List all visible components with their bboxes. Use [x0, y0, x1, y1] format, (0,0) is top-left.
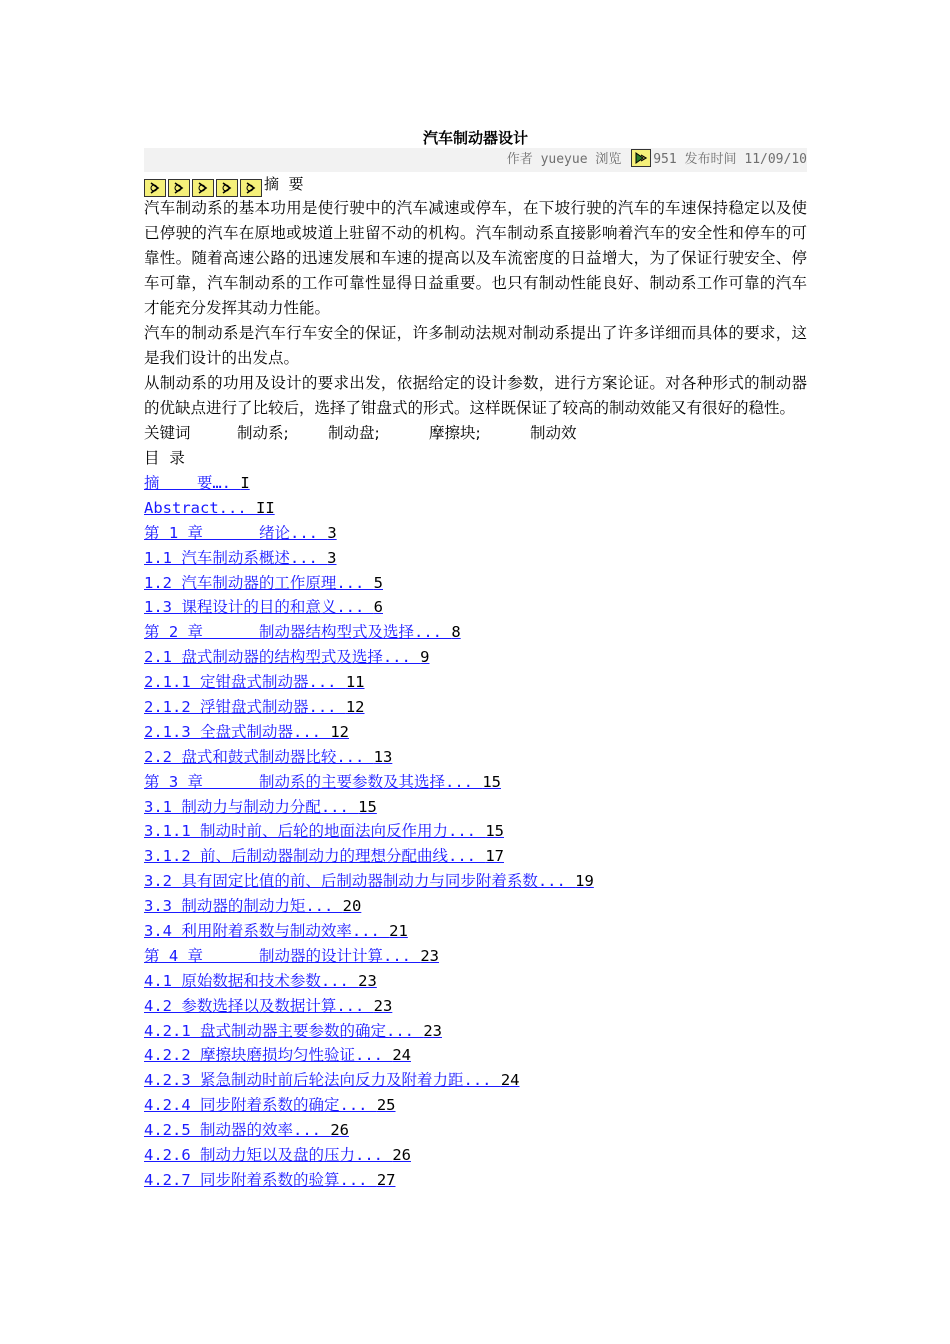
author-label: 作者: [506, 152, 533, 167]
page-title: 汽车制动器设计: [422, 129, 528, 147]
toc-link[interactable]: 4.2.3 紧急制动时前后轮法向反力及附着力距... 24: [144, 1071, 520, 1090]
toc-link[interactable]: 第 4 章 制动器的设计计算... 23: [144, 946, 439, 965]
toc-link[interactable]: 1.1 汽车制动系概述... 3: [144, 548, 337, 567]
abstract-paragraph: 汽车的制动系是汽车行车安全的保证，许多制动法规对制动系提出了许多详细而具体的要求，这是我们设计的出发点。: [144, 324, 807, 367]
toc-link[interactable]: 第 1 章 绪论... 3: [144, 523, 337, 542]
views-count: 951: [653, 152, 677, 167]
toc-link[interactable]: 4.2 参数选择以及数据计算... 23: [144, 996, 393, 1015]
toc-link[interactable]: 4.2.5 制动器的效率... 26: [144, 1121, 349, 1140]
toc-link[interactable]: 2.1.1 定钳盘式制动器... 11: [144, 673, 365, 692]
author-name: yueyue: [540, 152, 588, 167]
toc-link[interactable]: 4.2.6 制动力矩以及盘的压力... 26: [144, 1146, 411, 1165]
toc-link[interactable]: 3.1.1 制动时前、后轮的地面法向反作用力... 15: [144, 822, 504, 841]
keywords-label: 关键词: [144, 424, 191, 442]
toc-link[interactable]: 3.1 制动力与制动力分配... 15: [144, 797, 377, 816]
keyword: 制动系;: [237, 424, 289, 442]
toc-link[interactable]: 3.2 具有固定比值的前、后制动器制动力与同步附着系数... 19: [144, 872, 594, 891]
views-label: 浏览: [595, 152, 622, 167]
views-icon: [631, 149, 651, 167]
rating-star-icon: [192, 179, 214, 197]
toc-link[interactable]: 2.1.3 全盘式制动器... 12: [144, 722, 349, 741]
publish-date: 11/09/10: [744, 152, 807, 167]
toc-link[interactable]: 4.2.7 同步附着系数的验算... 27: [144, 1170, 396, 1189]
abstract-heading: 摘 要: [264, 175, 304, 193]
rating-star-icon: [168, 179, 190, 197]
rating-star-icon: [216, 179, 238, 197]
toc-link[interactable]: 2.2 盘式和鼓式制动器比较... 13: [144, 747, 393, 766]
meta-bar: [144, 148, 807, 172]
toc-link[interactable]: 1.3 课程设计的目的和意义... 6: [144, 598, 383, 617]
toc-link[interactable]: 3.1.2 前、后制动器制动力的理想分配曲线... 17: [144, 847, 504, 866]
date-label: 发布时间: [684, 152, 737, 167]
toc-link[interactable]: 2.1 盘式制动器的结构型式及选择... 9: [144, 648, 430, 667]
toc-link[interactable]: 4.1 原始数据和技术参数... 23: [144, 971, 377, 990]
toc-link[interactable]: 第 2 章 制动器结构型式及选择... 8: [144, 623, 461, 642]
toc-heading: 目 录: [144, 449, 185, 467]
toc-link[interactable]: 3.3 制动器的制动力矩... 20: [144, 897, 362, 916]
keyword: 制动效: [530, 424, 577, 442]
toc-link[interactable]: 4.2.1 盘式制动器主要参数的确定... 23: [144, 1021, 442, 1040]
abstract-heading-row: [144, 172, 807, 196]
rating-star-icon: [240, 179, 262, 197]
toc-link[interactable]: 4.2.2 摩擦块磨损均匀性验证... 24: [144, 1046, 411, 1065]
table-of-contents: [144, 471, 807, 1193]
abstract-paragraph: 汽车制动系的基本功用是使行驶中的汽车减速或停车，在下坡行驶的汽车的车速保持稳定以及使已停驶的汽车在原地或坡道上驻留不动的机构。汽车制动系直接影响着汽车的安全性和停车的可靠性。随着高速公路的迅速发展和车速的提高以及车流密度的日益增大，为了保证行驶安全、停车可靠，汽车制动系的工作可靠性显得日益重要。也只有制动性能良好、制动系工作可靠的汽车才能充分发挥其动力性能。: [144, 199, 807, 317]
document-page: [144, 128, 807, 1193]
toc-link[interactable]: 4.2.4 同步附着系数的确定... 25: [144, 1096, 396, 1115]
keywords-row: [144, 421, 807, 446]
toc-link[interactable]: 摘 要…. I: [144, 474, 250, 492]
toc-link[interactable]: 第 3 章 制动系的主要参数及其选择... 15: [144, 772, 501, 791]
toc-link[interactable]: 3.4 利用附着系数与制动效率... 21: [144, 922, 408, 941]
toc-link[interactable]: 2.1.2 浮钳盘式制动器... 12: [144, 698, 365, 717]
keyword: 摩擦块;: [429, 424, 481, 442]
abstract-paragraph: 从制动系的功用及设计的要求出发，依据给定的设计参数，进行方案论证。对各种形式的制动器的优缺点进行了比较后，选择了钳盘式的形式。这样既保证了较高的制动效能又有很好的稳性。: [144, 374, 807, 417]
toc-link[interactable]: Abstract... II: [144, 498, 275, 517]
keyword: 制动盘;: [328, 424, 380, 442]
rating-star-icon: [144, 179, 166, 197]
toc-link[interactable]: 1.2 汽车制动器的工作原理... 5: [144, 573, 383, 592]
